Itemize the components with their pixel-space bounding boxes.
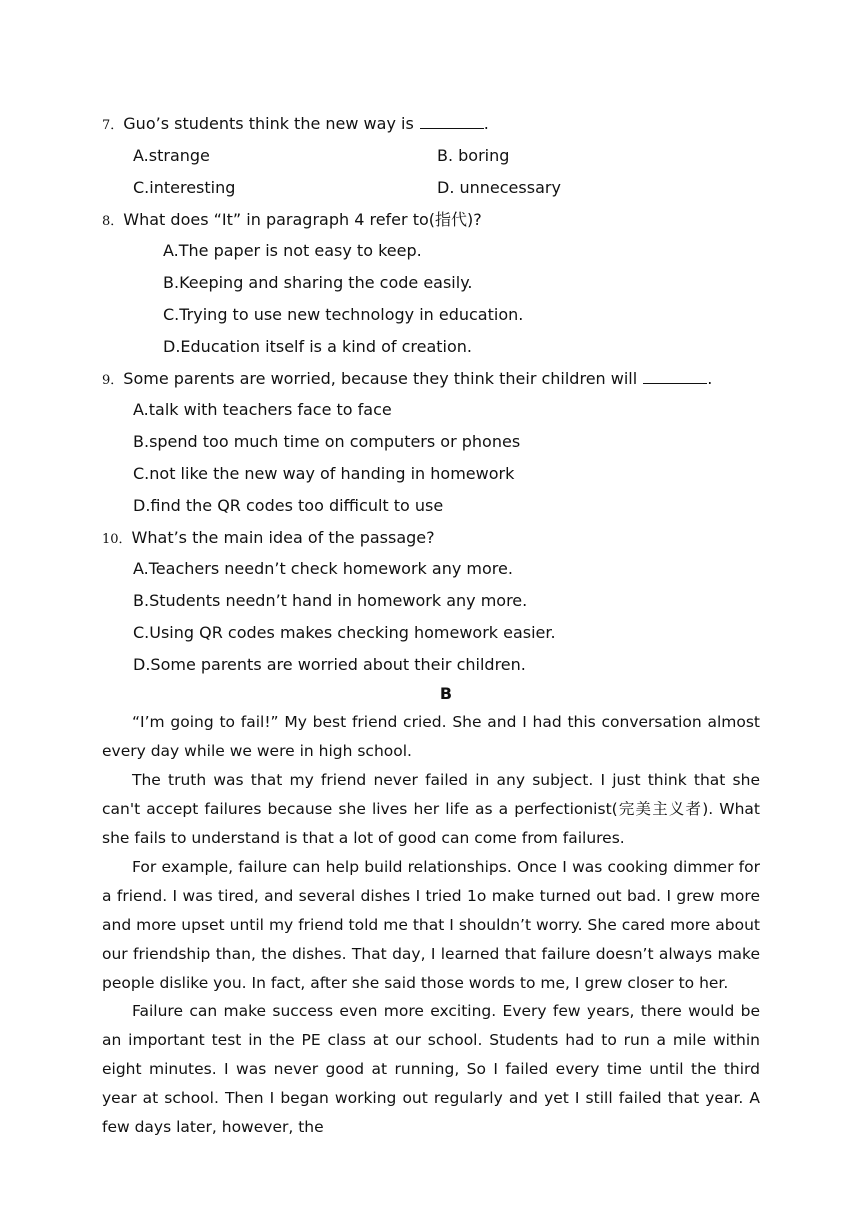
- question-8-stem: [102, 210, 482, 232]
- option-a: A.talk with teachers face to face: [133, 400, 392, 419]
- option-c: C.interesting: [133, 178, 236, 197]
- question-7-stem: 7．Guo’s students think the new way is .: [102, 114, 489, 133]
- passage-paragraph-4: Failure can make success even more exciting. Every few years, there would be an important test in the PE class at our school. Students had to run a mile within eight minutes. I was never good at running, So I failed every time until the third year at school. Then I began working out regularly and yet I still failed that year. A few days later, however, the: [102, 1002, 760, 1136]
- question-number: 8．: [102, 214, 124, 229]
- option-b: B. boring: [437, 146, 510, 165]
- question-number: 10．: [102, 532, 132, 547]
- option-c: C.not like the new way of handing in homework: [133, 464, 515, 483]
- answer-blank: [643, 369, 707, 384]
- answer-blank: [420, 114, 484, 129]
- option-d: D. unnecessary: [437, 178, 561, 197]
- option-b: B.Keeping and sharing the code easily.: [163, 273, 473, 292]
- question-number: 9．: [102, 373, 124, 388]
- question-number: 7．: [102, 118, 124, 133]
- question-10-stem: [102, 528, 435, 550]
- question-9-stem: 9．Some parents are worried, because they think their children will .: [102, 369, 713, 388]
- passage-paragraph-1: “I’m going to fail!” My best friend cried. She and I had this conversation almost every day while we were in high school.: [102, 713, 760, 760]
- question-text: Guo’s students think the new way is: [123, 114, 414, 133]
- option-a: A.strange: [133, 146, 210, 165]
- question-text: What’s the main idea of the passage?: [131, 528, 435, 547]
- passage-paragraph-3: For example, failure can help build relationships. Once I was cooking dimmer for a friend. I was tired, and several dishes I tried 1o make turned out bad. I grew more and more upset until my friend told me that I shouldn’t worry. She cared more about our friendship than, the dishes. That day, I learned that failure doesn’t always make people dislike you. In fact, after she said those words to me, I grew closer to her.: [102, 858, 760, 992]
- question-text: What does “It” in paragraph 4 refer to(指代)?: [123, 210, 482, 229]
- question-text: Some parents are worried, because they think their children will: [123, 369, 638, 388]
- section-heading: B: [439, 684, 453, 703]
- option-c: C.Trying to use new technology in education.: [163, 305, 524, 324]
- option-b: B.Students needn’t hand in homework any more.: [133, 591, 528, 610]
- option-d: D.find the QR codes too difficult to use: [133, 496, 444, 515]
- option-d: D.Education itself is a kind of creation.: [163, 337, 472, 356]
- option-a: A.The paper is not easy to keep.: [163, 241, 422, 260]
- option-a: A.Teachers needn’t check homework any more.: [133, 559, 513, 578]
- option-b: B.spend too much time on computers or phones: [133, 432, 521, 451]
- passage-paragraph-2: The truth was that my friend never failed in any subject. I just think that she can't accept failures because she lives her life as a perfectionist(完美主义者). What she fails to understand is that a lot of good can come from failures.: [102, 771, 760, 847]
- option-d: D.Some parents are worried about their children.: [133, 655, 526, 674]
- option-c: C.Using QR codes makes checking homework easier.: [133, 623, 556, 642]
